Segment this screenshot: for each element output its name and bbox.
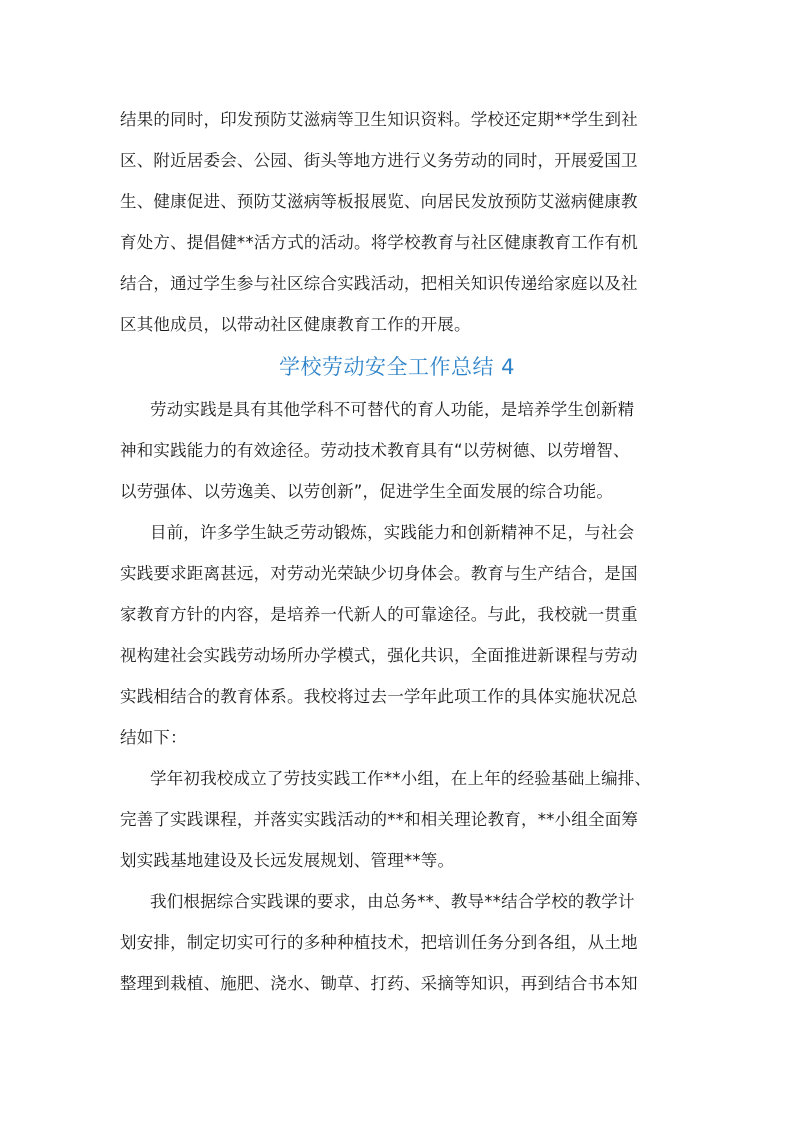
- text-line: 实践相结合的教育体系。我校将过去一学年此项工作的具体实施状况总: [120, 687, 638, 706]
- text-line: 完善了实践课程，并落实实践活动的**和相关理论教育，**小组全面筹: [120, 810, 639, 829]
- text-line: 生、健康促进、预防艾滋病等板报展览、向居民发放预防艾滋病健康教: [120, 192, 638, 211]
- text-line: 家教育方针的内容，是培养一代新人的可靠途径。与此，我校就一贯重: [120, 605, 638, 624]
- paragraph: [120, 512, 674, 758]
- section-heading: 学校劳动安全工作总结 4: [278, 355, 516, 379]
- text-line: 划实践基地建设及长远发展规划、管理**等。: [120, 851, 455, 870]
- text-line: 育处方、提倡健**活方式的活动。将学校教育与社区健康教育工作有机: [120, 233, 638, 252]
- text-line: 整理到栽植、施肥、浇水、锄草、打药、采摘等知识，再到结合书本知: [120, 974, 638, 993]
- text-line: 划安排，制定切实可行的多种种植技术，把培训任务分到各组，从土地: [120, 933, 638, 952]
- text-line: 实践要求距离甚远，对劳动光荣缺少切身体会。教育与生产结合，是国: [120, 564, 638, 583]
- text-line: 以劳强体、以劳逸美、以劳创新”，促进学生全面发展的综合功能。: [120, 482, 614, 501]
- text-line: 结果的同时，印发预防艾滋病等卫生知识资料。学校还定期**学生到社: [120, 110, 638, 129]
- text-line: 学年初我校成立了劳技实践工作**小组，在上年的经验基础上编排、: [150, 769, 652, 788]
- text-line: 神和实践能力的有效途径。劳动技术教育具有“以劳树德、以劳增智、: [120, 441, 630, 460]
- text-line: 目前，许多学生缺乏劳动锻炼，实践能力和创新精神不足，与社会: [150, 523, 635, 542]
- text-line: 结合，通过学生参与社区综合实践活动，把相关知识传递给家庭以及社: [120, 274, 638, 293]
- text-line: 我们根据综合实践课的要求，由总务**、教导**结合学校的教学计: [150, 892, 635, 911]
- text-line: 劳动实践是具有其他学科不可替代的育人功能，是培养学生创新精: [150, 400, 635, 419]
- paragraph: [120, 881, 674, 1004]
- text-line: 区其他成员，以带动社区健康教育工作的开展。: [120, 315, 471, 334]
- paragraph: [120, 758, 674, 881]
- text-line: 结如下：: [120, 728, 187, 747]
- paragraph: [120, 389, 674, 512]
- intro-paragraph: [120, 99, 674, 345]
- text-line: 区、附近居委会、公园、街头等地方进行义务劳动的同时，开展爱国卫: [120, 151, 638, 170]
- text-line: 视构建社会实践劳动场所办学模式，强化共识，全面推进新课程与劳动: [120, 646, 638, 665]
